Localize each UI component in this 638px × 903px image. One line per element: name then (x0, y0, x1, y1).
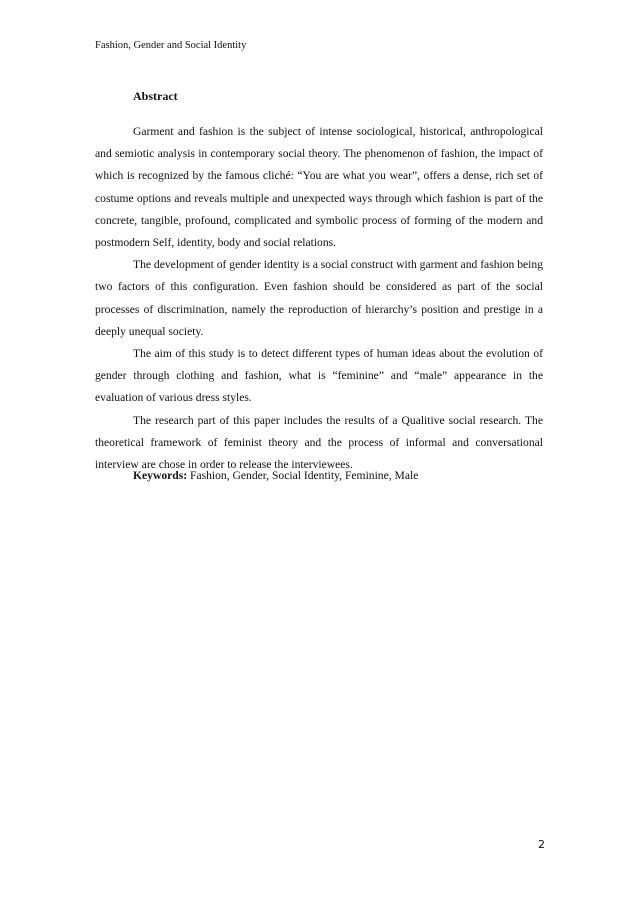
abstract-paragraph: The development of gender identity is a social construct with garment and fashion being two factors of this configuration. Even fashion should be considered as part of the social processes of discrimination, namely the reproduction of hierarchy’s position and prestige in a deeply unequal society. (95, 258, 543, 338)
abstract-body (95, 121, 543, 476)
keywords-label: Keywords: (133, 469, 188, 482)
keywords-list: Fashion, Gender, Social Identity, Feminine, Male (187, 469, 419, 482)
abstract-paragraph: The research part of this paper includes the results of a Qualitive social research. The theoretical framework of feminist theory and the process of informal and conversational interview are chose in order to release the interviewees. (95, 413, 543, 472)
running-header: Fashion, Gender and Social Identity (95, 40, 247, 51)
page-number: 2 (538, 838, 545, 851)
abstract-heading: Abstract (133, 89, 178, 103)
abstract-paragraph: The aim of this study is to detect different types of human ideas about the evolution of gender through clothing and fashion, what is “feminine” and “male” appearance in the evaluation of various dress styles. (95, 347, 543, 405)
abstract-paragraph: Garment and fashion is the subject of intense sociological, historical, anthropological and semiotic analysis in contemporary social theory. The phenomenon of fashion, the impact of which is recognized by the famous cliché: “You are what you wear”, offers a dense, rich set of costume options and reveals multiple and unexpected ways through which fashion is part of the concrete, tangible, profound, complicated and symbolic process of forming of the modern and postmodern Self, identity, body and social relations. (95, 125, 543, 250)
keywords-line (133, 468, 418, 483)
